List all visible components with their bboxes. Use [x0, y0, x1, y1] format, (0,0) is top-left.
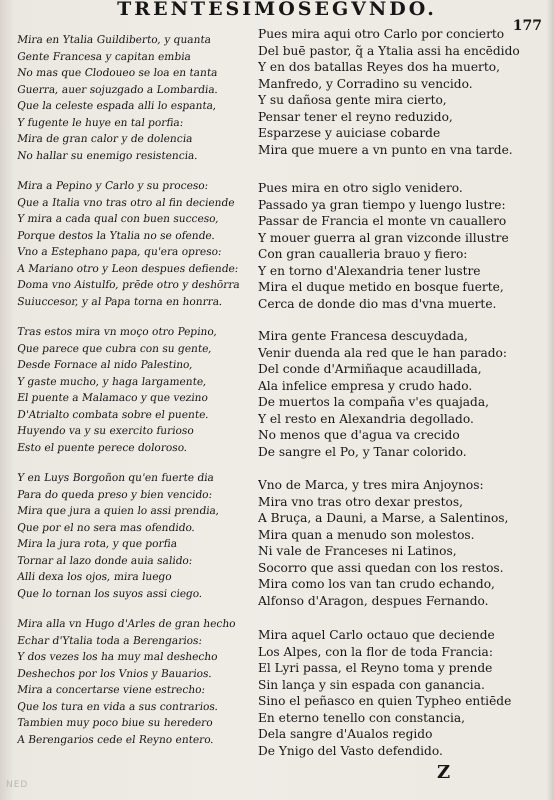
verse-line: Que por el no sera mas ofendido. — [16, 521, 196, 534]
verse-line: Mira en Ytalia Guildiberto, y quanta — [16, 34, 212, 46]
verse-line: Alli dexa los ojos, mira luego — [16, 571, 173, 583]
verse-line: Cerca de donde dio mas d'vna muerte. — [258, 296, 497, 311]
verse-line: Y el resto en Alexandria degollado. — [258, 411, 474, 426]
verse-line: Mira que jura a quien lo assi prendia, — [16, 505, 221, 517]
verse-line: Mira vno tras otro dexar prestos, — [258, 494, 463, 509]
verse-line: Venir duenda ala red que le han parado: — [258, 345, 507, 360]
verse-line: De sangre el Po, y Tanar colorido. — [258, 444, 467, 459]
verse-line: Gente Francesa y capitan embia — [16, 50, 192, 63]
verse-line: Esparzese y auiciase cobarde — [258, 126, 441, 140]
stanza — [258, 328, 507, 460]
stanza — [16, 178, 239, 310]
verse-line: Vno de Marca, y tres mira Anjoynos: — [258, 478, 484, 492]
verse-line: Que la celeste espada alli lo espanta, — [16, 100, 218, 112]
verse-line: Y en Luys Borgoñon qu'en fuerte dia — [16, 472, 215, 484]
verse-line: Esto el puente perece doloroso. — [16, 441, 189, 454]
verse-line: Del buē pastor, q̃ a Ytalia assi ha encēdido — [258, 43, 520, 58]
verse-line: Y dos vezes los ha muy mal deshecho — [16, 651, 219, 663]
verse-line: Alfonso d'Aragon, despues Fernando. — [258, 593, 489, 608]
verse-line: Sino el peñasco en quien Typheo entiēde — [258, 694, 512, 708]
verse-line: Tambien muy poco biue su heredero — [16, 717, 214, 729]
verse-line: Para do queda preso y bien vencido: — [16, 488, 214, 501]
verse-line: De Ynigo del Vasto defendido. — [258, 743, 443, 758]
verse-line: Y gaste mucho, y haga largamente, — [16, 375, 208, 388]
verse-line: A Berengarios cede el Reyno entero. — [16, 733, 215, 746]
verse-line: Y mouer guerra al gran vizconde illustre — [258, 230, 509, 245]
verse-line: Socorro que assi quedan con los restos. — [258, 560, 504, 575]
verse-line: Mira como los van tan crudo echando, — [258, 577, 495, 591]
scan-watermark: NED — [6, 780, 29, 790]
verse-line: Dela sangre d'Aualos regido — [258, 727, 433, 741]
verse-line: Tras estos mira vn moço otro Pepino, — [16, 326, 219, 338]
verse-line: Mira la jura rota, y que porfia — [16, 538, 178, 550]
verse-line: Y su dañosa gente mira cierto, — [258, 93, 447, 107]
verse-line: De muertos la compaña v'es quajada, — [258, 395, 489, 409]
verse-line: Que los tura en vida a sus contrarios. — [16, 700, 220, 713]
verse-line: Guerra, auer sojuzgado a Lombardia. — [16, 83, 219, 96]
verse-line: Huyendo va y su exercito furioso — [16, 425, 195, 437]
signature-mark: Z — [437, 762, 451, 783]
stanza — [16, 32, 217, 164]
verse-line: Los Alpes, con la flor de toda Francia: — [258, 644, 493, 659]
verse-line: Y mira a cada qual con buen succeso, — [16, 213, 220, 225]
verse-line: En eterno tenello con constancia, — [258, 710, 466, 725]
verse-line: Tornar al lazo donde auia salido: — [16, 554, 194, 567]
verse-line: Mira a Pepino y Carlo y su proceso: — [16, 180, 210, 192]
verse-line: Passar de Francia el monte vn cauallero — [258, 214, 507, 228]
stanza — [16, 470, 221, 602]
verse-line: Y en torno d'Alexandria tener lustre — [258, 263, 481, 278]
stanza — [258, 180, 509, 312]
verse-line: Que lo tornan los suyos assi ciego. — [16, 587, 204, 600]
verse-line: Echar d'Ytalia toda a Berengarios: — [16, 634, 203, 647]
verse-line: Pues mira en otro siglo venidero. — [258, 181, 463, 195]
verse-line: No mas que Clodoueo se loa en tanta — [16, 67, 219, 79]
verse-line: El puente a Malamaco y que vezino — [16, 392, 209, 404]
page-edge-shadow — [546, 0, 554, 800]
verse-line: Y fugente le huye en tal porfia: — [16, 116, 185, 129]
stanza — [258, 26, 520, 158]
verse-line: Vno a Estephano papa, qu'era opreso: — [16, 246, 223, 258]
verse-line: Con gran caualleria brauo y fiero: — [258, 247, 468, 261]
verse-line: Ni vale de Franceses ni Latinos, — [258, 544, 457, 558]
verse-line: Mira de gran calor y de dolencia — [16, 133, 194, 145]
verse-line: No hallar su enemigo resistencia. — [16, 149, 199, 162]
verse-line: Mira el duque metido en bosque fuerte, — [258, 280, 504, 294]
verse-line: Manfredo, y Corradino su vencido. — [258, 76, 473, 91]
verse-line: Que parece que cubra con su gente, — [16, 342, 213, 355]
verse-line: Mira quan a menudo son molestos. — [258, 527, 475, 542]
verse-line: Deshechos por los Vnios y Bauarios. — [16, 667, 213, 680]
verse-line: Passado ya gran tiempo y luengo lustre: — [258, 197, 506, 212]
stanza — [16, 324, 219, 456]
verse-line: El Lyri passa, el Reyno toma y prende — [258, 661, 493, 675]
verse-line: Mira gente Francesa descuydada, — [258, 329, 468, 343]
verse-line: Mira a concertarse viene estrecho: — [16, 684, 206, 696]
verse-line: D'Atrialto combata sobre el puente. — [16, 408, 210, 421]
verse-line: A Mariano otro y Leon despues defiende: — [16, 262, 240, 275]
verse-line: Sin lança y sin espada con ganancia. — [258, 677, 485, 692]
running-head: TRENTESIMOSEGVNDO. — [117, 0, 437, 20]
stanza — [258, 627, 511, 759]
verse-line: Mira alla vn Hugo d'Arles de gran hecho — [16, 618, 237, 630]
verse-line: Mira que muere a vn punto en vna tarde. — [258, 142, 513, 157]
verse-line: Mira aquel Carlo octauo que deciende — [258, 628, 495, 642]
verse-line: Porque destos la Ytalia no se ofende. — [16, 229, 216, 242]
stanza — [16, 616, 237, 748]
verse-line: Suiuccesor, y al Papa torna en honrra. — [16, 295, 224, 308]
verse-line: Pues mira aqui otro Carlo por concierto — [258, 27, 505, 41]
stanza — [258, 477, 508, 609]
verse-line: A Bruça, a Dauni, a Marse, a Salentinos, — [258, 511, 509, 525]
verse-line: Y en dos batallas Reyes dos ha muerto, — [258, 60, 500, 74]
verse-line: Que a Italia vno tras otro al fin deciende — [16, 196, 236, 209]
verse-line: No menos que d'agua va crecido — [258, 428, 460, 442]
verse-line: Ala infelice empresa y crudo hado. — [258, 378, 473, 393]
verse-line: Del conde d'Armiñaque acaudillada, — [258, 362, 482, 376]
verse-line: Pensar tener el reyno reduzido, — [258, 109, 453, 124]
verse-line: Doma vno Aistulfo, prēde otro y deshōrra — [16, 279, 241, 291]
page-number: 177 — [512, 18, 542, 34]
verse-line: Desde Fornace al nido Palestino, — [16, 359, 194, 371]
